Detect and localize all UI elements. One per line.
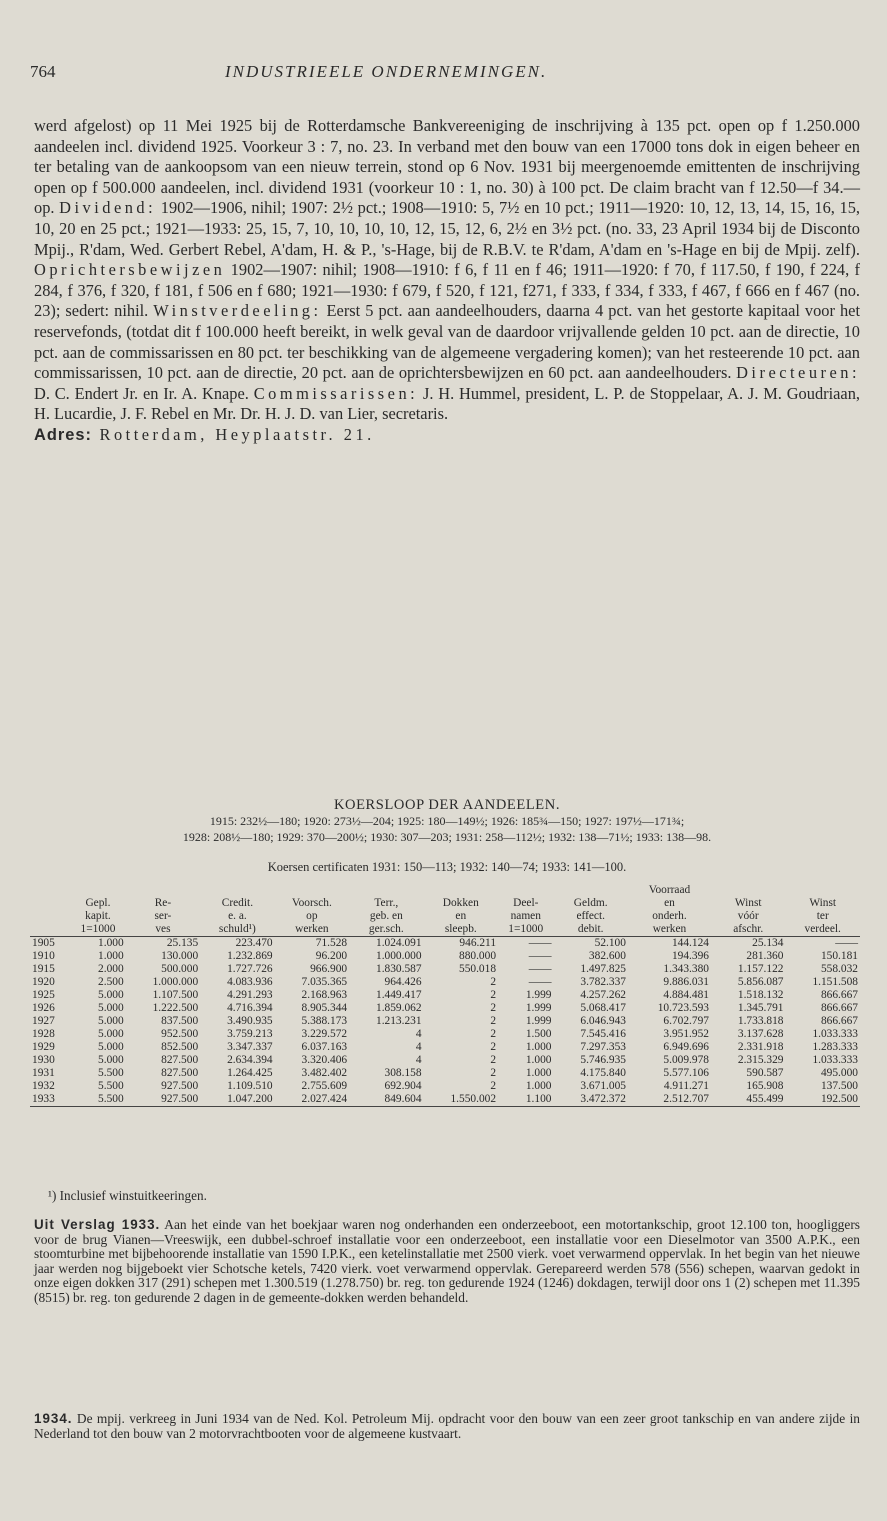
table-cell: 6.949.696: [663, 1041, 709, 1053]
table-cell: 1.733.818: [737, 1015, 784, 1027]
table-cell: 130.000: [161, 950, 199, 962]
table-cell: 1.000: [98, 950, 124, 962]
table-cell: 5.000: [98, 1028, 124, 1040]
footer-rule: [30, 1107, 860, 1108]
table-cell: 964.426: [384, 976, 422, 988]
table-cell: 308.158: [384, 1067, 422, 1079]
table-cell: 5.746.935: [580, 1054, 626, 1066]
company-description: [34, 116, 860, 446]
table-row: [30, 976, 860, 989]
table-cell: 1.024.091: [376, 937, 422, 949]
table-cell: 590.587: [746, 1067, 784, 1079]
table-cell: 5.000: [98, 989, 124, 1001]
table-cell: ——: [528, 963, 552, 975]
table-cell: 1.343.380: [663, 963, 709, 975]
table-cell: 2.512.707: [663, 1093, 709, 1105]
intro-text-1: werd afgelost) op 11 Mei 1925 bij de Rotterdamsche Bankvereeniging de inschrijving à 135 pct. open op f 1.250.000 aandeelen incl. dividend 1925. Voorkeur 3 : 7, no. 23. In verband met den bouw van een 17000 tons dok in eigen beheer en ter betaling van de aankoopsom van een nieuw terrein, stond op 6 Nov. 1931 bij meergenoemde emittenten de inschrijving open op f 500.000 aandeelen, incl. dividend 1931 (voorkeur 10 : 1, no. 30) à 100 pct. De claim bracht van f 12.50—f 34.— op.: [34, 116, 860, 218]
verslag-label: Uit Verslag 1933.: [34, 1217, 161, 1232]
table-cell: 1.213.231: [376, 1015, 422, 1027]
table-cell: 5.856.087: [737, 976, 784, 988]
table-cell: 4.257.262: [580, 989, 626, 1001]
table-cell: 1.345.791: [737, 1002, 784, 1014]
table-cell: 1.151.508: [812, 976, 858, 988]
table-cell: 25.135: [166, 937, 199, 949]
table-cell: 880.000: [459, 950, 497, 962]
column-header: Winst vóór afschr.: [733, 897, 764, 935]
table-cell: 5.000: [98, 1015, 124, 1027]
table-cell: 9.886.031: [663, 976, 709, 988]
table-row: [30, 1002, 860, 1015]
table-cell: 5.577.106: [663, 1067, 709, 1079]
table-cell: 1.000: [525, 1067, 552, 1079]
table-cell: 8.905.344: [301, 1002, 348, 1014]
table-cell: 550.018: [459, 963, 497, 975]
adres-value: Rotterdam, Heyplaatstr. 21.: [91, 424, 375, 444]
table-cell: 3.759.213: [227, 1028, 273, 1040]
table-cell: 4.175.840: [580, 1067, 626, 1079]
table-row: [30, 1080, 860, 1093]
table-cell: ——: [528, 937, 552, 949]
koersloop-title: KOERSLOOP DER AANDEELEN.: [333, 797, 561, 813]
table-cell: 1.000: [525, 1080, 552, 1092]
table-cell: 849.604: [384, 1093, 422, 1105]
table-cell: 10.723.593: [657, 1002, 709, 1014]
footnote: ¹) Inclusief winstuitkeeringen.: [48, 1188, 207, 1203]
table-cell: 2: [490, 976, 497, 988]
table-cell: 827.500: [161, 1054, 199, 1066]
column-header: Voorraad en onderh. werken: [648, 884, 691, 935]
table-cell: 3.320.406: [301, 1054, 348, 1066]
table-cell: 2.331.918: [737, 1041, 784, 1053]
table-cell: 500.000: [161, 963, 199, 975]
table-cell: 966.900: [310, 963, 348, 975]
table-row: [30, 1028, 860, 1041]
column-header: Geldm. effect. debit.: [573, 897, 608, 935]
column-header: Gepl. kapit. 1=1000: [80, 897, 116, 935]
table-cell: 3.472.372: [580, 1093, 626, 1105]
intro-text-2: 1902—1906, nihil; 1907: 2½ pct.; 1908—1910: 5, 7½ en 10 pct.; 1911—1920: 10, 12, 13, 14, 15, 16, 15, 10, 20 en 25 pct.; 1921—1933: 25, 15, 7, 10, 10, 10, 10, 12, 15, 12, 6, 2½ en 3½ pct. (no. 33, 23 April 1934 bij de Disconto Mpij., R'dam, Wed. Gerbert Rebel, A'dam, H. & P., 's-Hage, bij de R.B.V. te R'dam, A'dam en 's-Hage en bij de Mpij. zelf).: [34, 198, 861, 259]
table-cell: 2: [490, 1054, 497, 1066]
row-year: 1927: [32, 1015, 55, 1027]
table-cell: 952.500: [161, 1028, 199, 1040]
table-cell: 1.033.333: [812, 1054, 858, 1066]
table-cell: 5.500: [98, 1067, 124, 1079]
table-cell: ——: [528, 950, 552, 962]
table-cell: 1.000: [98, 937, 124, 949]
table-cell: 4.716.394: [227, 1002, 273, 1014]
adres-label: Adres:: [34, 425, 92, 444]
table-cell: 6.037.163: [301, 1041, 348, 1053]
table-cell: 71.528: [315, 937, 348, 949]
table-cell: 7.035.365: [301, 976, 348, 988]
table-cell: 4: [415, 1041, 422, 1053]
note-1934-text: De mpij. verkreeg in Juni 1934 van de Ned. Kol. Petroleum Mij. opdracht voor den bouw van een zeer groot tankschip en van andere zijde in Nederland tot den bouw van 2 motorvrachtbooten voor de algemeene kustvaart.: [34, 1411, 860, 1441]
table-row: [30, 989, 860, 1002]
intro-text-5: D. C. Endert Jr. en Ir. A. Knape.: [34, 383, 254, 403]
table-cell: 25.134: [752, 937, 784, 949]
table-cell: 1.999: [525, 1002, 552, 1014]
table-cell: 2: [490, 1015, 497, 1027]
table-cell: 1.859.062: [376, 1002, 422, 1014]
table-cell: 2.000: [98, 963, 124, 975]
table-cell: 382.600: [588, 950, 626, 962]
table-cell: 52.100: [594, 937, 626, 949]
table-cell: 4.291.293: [227, 989, 273, 1001]
table-cell: 5.009.978: [663, 1054, 709, 1066]
table-cell: 3.137.628: [737, 1028, 784, 1040]
koersloop-line-1: 1915: 232½—180; 1920: 273½—204; 1925: 180—149½; 1926: 185¾—150; 1927: 197½—171¾;: [209, 814, 685, 828]
table-cell: 3.490.935: [227, 1015, 273, 1027]
row-year: 1920: [32, 976, 55, 988]
page-header: [30, 62, 857, 86]
table-cell: 927.500: [161, 1080, 199, 1092]
row-year: 1915: [32, 963, 55, 975]
table-cell: 5.000: [98, 1041, 124, 1053]
table-row: [30, 963, 860, 976]
row-year: 1931: [32, 1067, 55, 1079]
table-cell: 866.667: [820, 1002, 858, 1014]
table-cell: 1.232.869: [227, 950, 273, 962]
row-year: 1925: [32, 989, 55, 1001]
table-cell: 692.904: [384, 1080, 422, 1092]
table-cell: 1.449.417: [376, 989, 422, 1001]
table-cell: 2.755.609: [301, 1080, 348, 1092]
note-1934-label: 1934.: [34, 1411, 73, 1426]
table-cell: 1.500: [525, 1028, 552, 1040]
table-row: [30, 1067, 860, 1080]
column-header: Dokken en sleepb.: [442, 897, 479, 935]
table-row: [30, 1093, 860, 1107]
table-cell: 1.000: [525, 1041, 552, 1053]
table-cell: 6.702.797: [663, 1015, 709, 1027]
table-cell: 1.000.000: [376, 950, 422, 962]
table-cell: 1.100: [525, 1093, 552, 1105]
table-cell: 2: [490, 1080, 497, 1092]
column-header: Terr., geb. en ger.sch.: [368, 897, 404, 935]
table-cell: 192.500: [820, 1093, 858, 1105]
table-cell: 1.222.500: [152, 1002, 199, 1014]
table-row: [30, 1054, 860, 1067]
row-year: 1926: [32, 1002, 55, 1014]
intro-text-6: J. H. Hummel, president, L. P. de Stoppelaar, A. J. M. Goudriaan, H. Lucardie, J. F. Rebel en Mr. Dr. H. J. D. van Lier, secretaris.: [34, 383, 860, 424]
table-cell: 558.032: [820, 963, 858, 975]
table-cell: 866.667: [820, 989, 858, 1001]
table-cell: 852.500: [161, 1041, 199, 1053]
table-cell: 495.000: [820, 1067, 858, 1079]
table-cell: 7.545.416: [580, 1028, 626, 1040]
column-header: [30, 884, 70, 937]
table-cell: 927.500: [161, 1093, 199, 1105]
table-cell: 1.033.333: [812, 1028, 858, 1040]
table-cell: 2.168.963: [301, 989, 348, 1001]
row-year: 1905: [32, 937, 55, 949]
table-cell: 6.046.943: [580, 1015, 626, 1027]
table-cell: 455.499: [746, 1093, 784, 1105]
table-row: [30, 1041, 860, 1054]
table-cell: 3.347.337: [227, 1041, 273, 1053]
table-cell: 2.315.329: [737, 1054, 784, 1066]
directeuren-label: Directeuren:: [736, 363, 860, 383]
table-cell: 1.047.200: [227, 1093, 273, 1105]
table-cell: 3.782.337: [580, 976, 626, 988]
table-cell: 2: [490, 989, 497, 1001]
table-cell: 1.109.510: [227, 1080, 273, 1092]
table-cell: 5.500: [98, 1093, 124, 1105]
table-cell: 1.727.726: [227, 963, 273, 975]
row-year: 1928: [32, 1028, 55, 1040]
financial-table: [30, 884, 860, 1107]
table-cell: 1.497.825: [580, 963, 626, 975]
table-cell: 1.264.425: [227, 1067, 273, 1079]
table-cell: 4.884.481: [663, 989, 709, 1001]
column-header: Re- ser- ves: [154, 897, 172, 935]
table-cell: 1.830.587: [376, 963, 422, 975]
column-header: Credit. e. a. schuld¹): [218, 897, 256, 935]
table-cell: 5.500: [98, 1080, 124, 1092]
table-row: [30, 1015, 860, 1028]
verslag-text: Aan het einde van het boekjaar waren nog onderhanden een onderzeeboot, een motortankschip, groot 12.100 ton, hoogliggers voor de brug Vianen—Vreeswijk, een dubbel-schroef installatie voor een onderzeeboot, een installatie voor een Dieselmotor van 3500 A.P.K., een stoomturbine met bijbehoorende installatie van 1590 I.P.K., een ketelinstallatie met 2500 vierk. voet verwarmend oppervlak. In het begin van het nieuwe jaar werden nog bijgeboekt vier Schotsche ketels, 7420 vierk. voet verwarmend oppervlak. Gerepareerd werden 578 (556) schepen, waarvan gedokt in onze eigen dokken 317 (291) schepen met 1.300.519 (1.278.750) br. reg. ton gedurende 1924 (1246) dokdagen, terwijl door ons 1 (2) schepen met 11.395 (8515) br. reg. ton gedurende 2 dagen in de gemeente-dokken werden behandeld.: [34, 1217, 860, 1305]
table-cell: 1.000: [525, 1054, 552, 1066]
table-cell: 281.360: [746, 950, 784, 962]
table-cell: ——: [835, 937, 858, 949]
table-cell: 144.124: [671, 937, 709, 949]
table-cell: 837.500: [161, 1015, 199, 1027]
table-cell: 96.200: [315, 950, 348, 962]
table-cell: 2.634.394: [227, 1054, 273, 1066]
table-cell: 150.181: [820, 950, 858, 962]
table-cell: 2: [490, 1067, 497, 1079]
table-cell: 3.671.005: [580, 1080, 626, 1092]
table-cell: 1.157.122: [737, 963, 784, 975]
table-cell: 1.283.333: [812, 1041, 858, 1053]
column-header: Winst ter verdeel.: [804, 897, 841, 935]
row-year: 1929: [32, 1041, 55, 1053]
table-cell: 2.027.424: [301, 1093, 348, 1105]
table-cell: 866.667: [820, 1015, 858, 1027]
note-1934: [34, 1412, 860, 1441]
table-cell: 1.999: [525, 989, 552, 1001]
table-row: [30, 937, 860, 950]
koersloop-line-2: 1928: 208½—180; 1929: 370—200½; 1930: 307—203; 1931: 258—112½; 1932: 138—71½; 1933: 138—98.: [182, 830, 712, 844]
table-cell: 5.388.173: [301, 1015, 348, 1027]
koersen-certificaten: Koersen certificaten 1931: 150—113; 1932: 140—74; 1933: 141—100.: [267, 860, 627, 874]
table-cell: 827.500: [161, 1067, 199, 1079]
row-year: 1932: [32, 1080, 55, 1092]
table-cell: 5.068.417: [580, 1002, 626, 1014]
table-cell: 1.107.500: [152, 989, 199, 1001]
table-body: [30, 937, 860, 1108]
table-cell: 4.911.271: [663, 1080, 709, 1092]
row-year: 1910: [32, 950, 55, 962]
intro-text-3: 1902—1907: nihil; 1908—1910: f 6, f 11 en f 46; 1911—1920: f 70, f 117.50, f 190, f 224, f 284, f 376, f 320, f 181, f 506 en f 680; 1921—1930: f 679, f 520, f 121, f271, f 333, f 334, f 333, f 467, f 666 en f 467 (no. 23); sedert: nihil.: [34, 260, 860, 321]
table-cell: 3.482.402: [301, 1067, 348, 1079]
table-cell: 7.297.353: [580, 1041, 626, 1053]
row-year: 1930: [32, 1054, 55, 1066]
verslag-1933: [34, 1218, 860, 1306]
dividend-label: Dividend:: [59, 198, 157, 218]
running-title: INDUSTRIEELE ONDERNEMINGEN.: [225, 62, 548, 81]
table-cell: ——: [528, 976, 552, 988]
table-cell: 3.951.952: [663, 1028, 709, 1040]
table-cell: 194.396: [671, 950, 709, 962]
table-cell: 1.550.002: [450, 1093, 497, 1105]
table-cell: 4: [415, 1028, 422, 1040]
table-header-row: [30, 884, 860, 937]
winstverdeeling-label: Winstverdeeling:: [153, 301, 322, 321]
table-cell: 3.229.572: [301, 1028, 348, 1040]
table-cell: 1.000.000: [152, 976, 199, 988]
table-cell: 5.000: [98, 1054, 124, 1066]
column-header: Deel- namen 1=1000: [508, 897, 544, 935]
column-header: Voorsch. op werken: [291, 897, 332, 935]
table-cell: 2.500: [98, 976, 124, 988]
table-cell: 137.500: [820, 1080, 858, 1092]
intro-text-4: Eerst 5 pct. aan aandeelhouders, daarna 4 pct. van het gestorte kapitaal voor het reservefonds, (totdat dit f 100.000 heeft bereikt, in welk geval van de daardoor vrijvallende gelden 10 pct. aan de directie, 10 pct. aan de commissarissen en 80 pct. ter beschikking van de algemeene vergadering komen); van het resteerende 10 pct. aan commissarissen, 10 pct. aan de directie, 20 pct. aan de oprichtersbewijzen en 60 pct. aan aandeelhouders.: [34, 301, 861, 383]
table-row: [30, 950, 860, 963]
table-cell: 1.999: [525, 1015, 552, 1027]
table-cell: 4: [415, 1054, 422, 1066]
table-cell: 2: [490, 1028, 497, 1040]
table-cell: 4.083.936: [227, 976, 273, 988]
table-cell: 1.518.132: [737, 989, 784, 1001]
table-cell: 2: [490, 1002, 497, 1014]
oprichters-label: Oprichtersbewijzen: [34, 260, 226, 280]
table-cell: 5.000: [98, 1002, 124, 1014]
table-cell: 165.908: [746, 1080, 784, 1092]
page-number: 764: [30, 62, 56, 81]
table-cell: 223.470: [235, 937, 273, 949]
table-cell: 946.211: [459, 937, 497, 949]
table-cell: 2: [490, 1041, 497, 1053]
row-year: 1933: [32, 1093, 55, 1105]
commissarissen-label: Commissarissen:: [253, 383, 419, 403]
